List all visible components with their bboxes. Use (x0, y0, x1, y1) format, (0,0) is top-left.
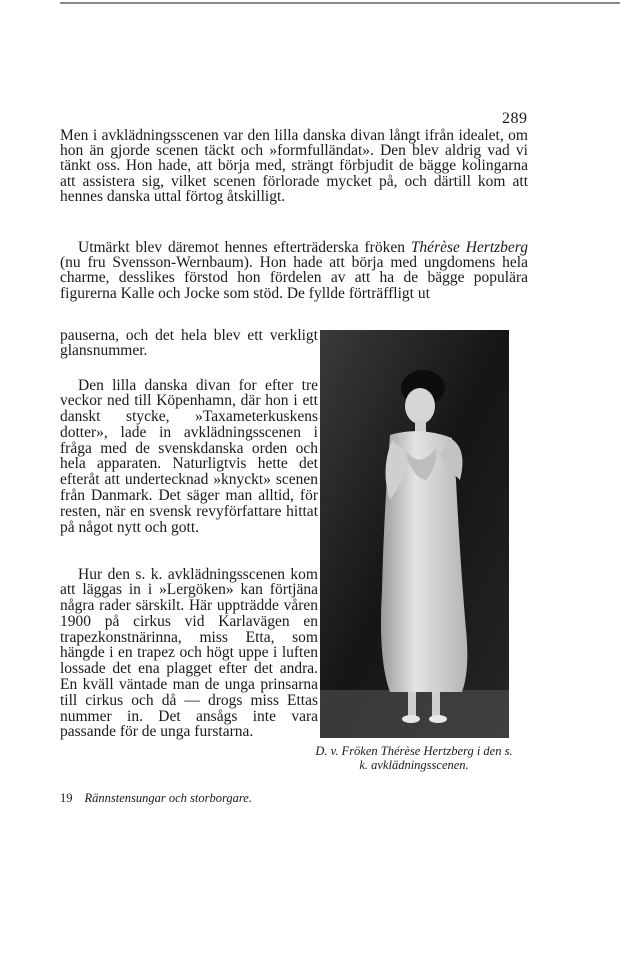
page-number: 289 (502, 110, 528, 127)
paragraph-3 (60, 362, 318, 551)
paragraph-2 (60, 240, 528, 301)
photograph (320, 330, 509, 738)
paragraph-1-text: Men i avklädningsscenen var den lilla danska divan långt ifrån idealet, om hon än gjorde scenen täckt och »formfulländat». Den blev aldrig vad vi tänkt oss. Hon hade, att börja med, strängt förbjudit de bägge kolingarna att assistera sig, vilket scenen förlorade mycket på, och därtill kom att hennes danska uttal förtog åtskilligt. (60, 127, 528, 205)
paragraph-2-start: Utmärkt blev däremot hennes efterträderska fröken (78, 239, 411, 256)
footer (60, 791, 252, 806)
signature-number: 19 (60, 791, 73, 805)
book-title: Rännstensungar och storborgare. (84, 791, 252, 805)
paragraph-2-text (60, 240, 528, 301)
paragraph-4 (60, 551, 318, 756)
paragraph-3-text: Den lilla danska divan for efter tre veckor ned till Köpenhamn, där hon i ett danskt stycke, »Taxameterkuskens dotter», lade in avklädningsscenen i fråga med de svenskdanska orden och hela apparaten. Naturligtvis hette det efteråt att undertecknad »knyckt» scenen från Danmark. Det säger man alltid, för resten, när en svensk revyförfattare hittat på något nytt och gott. (60, 376, 318, 536)
paragraph-1 (60, 128, 528, 204)
photograph-figure (320, 330, 509, 738)
paragraph-2-end: pauserna, och det hela blev ett verkligt glansnummer. (60, 326, 318, 360)
actress-name: Thérèse Hertzberg (410, 239, 528, 256)
paragraph-4-text: Hur den s. k. avklädningsscenen kom att läggas in i »Lergöken» kan förtjäna några rader särskilt. Här uppträdde våren 1900 på cirkus vid Karlavägen en trapezkonstnärinna, miss Etta, som hängde i en trapez och högt uppe i luften lossade det ena plagget efter det andra. En kväll väntade man de unga prinsarna till cirkus och då — drogs miss Ettas nummer in. Det ansågs inte vara passande för de unga furstarna. (60, 565, 318, 741)
figure-caption: D. v. Fröken Thérèse Hertzberg i den s. k. avklädningsscenen. (315, 744, 513, 772)
top-rule (60, 2, 620, 4)
paragraph-2-rest: (nu fru Svensson-Wernbaum). Hon hade att börja med ungdomens hela charme, desslikes förstod hon fördelen av att ha de bägge populära figurerna Kalle och Jocke som stöd. De fyllde förträffligt ut (60, 254, 528, 302)
